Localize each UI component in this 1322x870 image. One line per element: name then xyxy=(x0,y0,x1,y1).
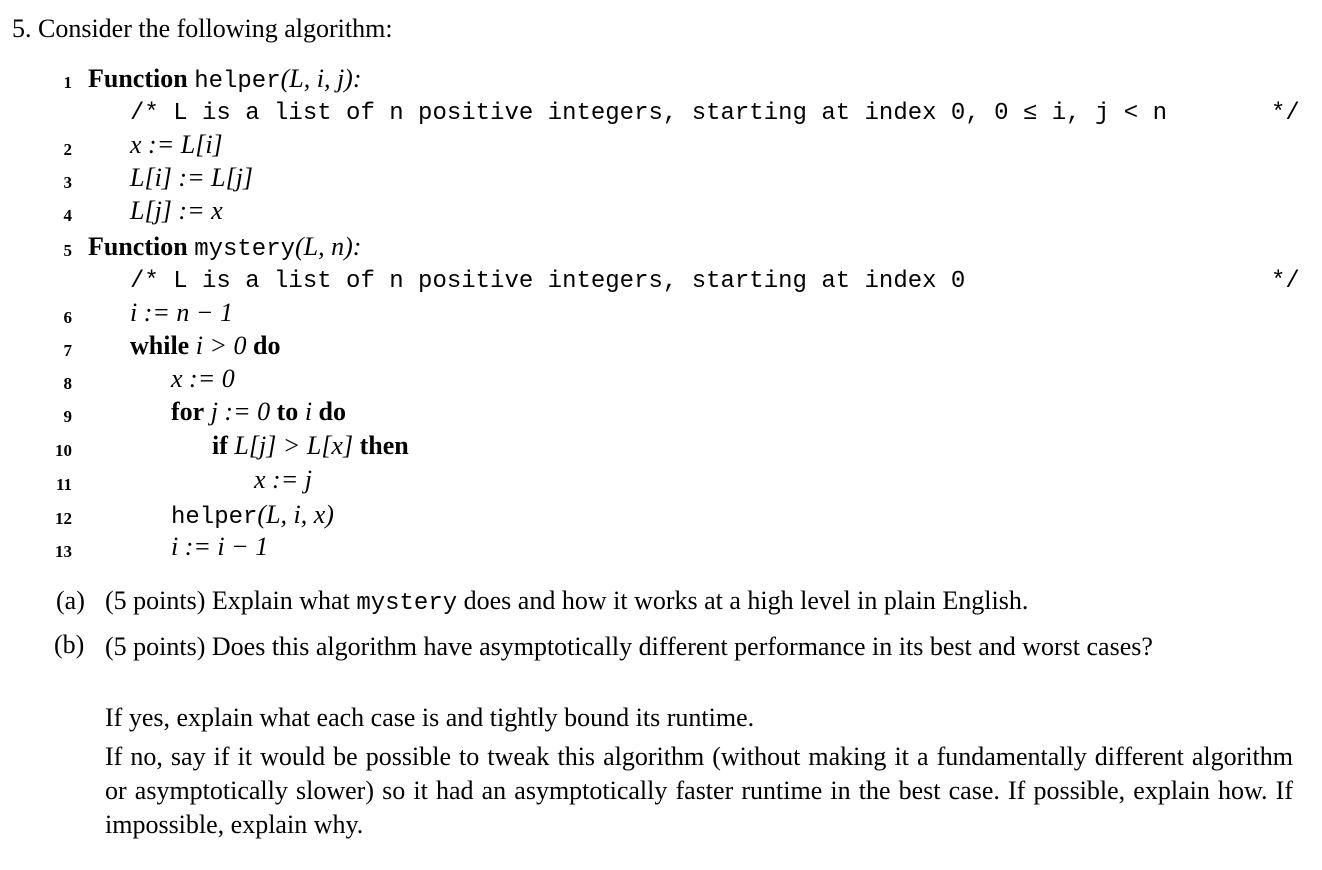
line-number: 11 xyxy=(55,475,72,494)
for-keyword: for xyxy=(171,397,205,426)
code-line-7 xyxy=(130,331,280,361)
code-line-12 xyxy=(171,500,334,531)
part-b-paragraph-1 xyxy=(105,630,1293,664)
function-params: (L, i, j): xyxy=(280,64,362,93)
part-a-label: (a) xyxy=(56,586,85,615)
loop-init: j := 0 xyxy=(210,397,271,426)
line-number: 9 xyxy=(63,407,72,426)
line-number: 1 xyxy=(63,73,72,92)
loop-bound: i xyxy=(304,397,313,426)
line-number: 5 xyxy=(63,241,72,260)
part-b-question: Does this algorithm have asymptotically different performance in its best and worst cases? xyxy=(211,632,1153,661)
line-number: 4 xyxy=(63,206,72,225)
function-keyword: Function xyxy=(88,232,188,261)
function-keyword: Function xyxy=(88,64,188,93)
do-keyword: do xyxy=(318,397,347,426)
code-line-8: x := 0 xyxy=(171,364,235,393)
line-number: 2 xyxy=(63,140,72,159)
question-header xyxy=(12,14,393,44)
part-b-paragraph-2: If yes, explain what each case is and tightly bound its runtime. xyxy=(105,703,755,732)
while-keyword: while xyxy=(130,331,190,360)
to-keyword: to xyxy=(276,397,299,426)
if-keyword: if xyxy=(212,431,228,460)
part-a-text xyxy=(105,586,1028,617)
helper-call-args: (L, i, x) xyxy=(257,500,334,529)
part-b-points: (5 points) xyxy=(105,632,206,661)
mystery-signature xyxy=(88,232,361,263)
line-number: 12 xyxy=(55,509,72,528)
code-line-13: i := i − 1 xyxy=(171,532,269,561)
part-b-paragraph-3: If no, say if it would be possible to tweak this algorithm (without making it a fundamentally different algorithm or asymptotically slower) so it had an asymptotically faster runtime in the best case. If possible, explain how. If impossible, explain why. xyxy=(105,742,1293,839)
code-line-6: i := n − 1 xyxy=(130,298,233,327)
part-a-points: (5 points) xyxy=(105,586,206,615)
code-line-11: x := j xyxy=(254,465,312,494)
if-condition: L[j] > L[x] xyxy=(234,431,354,460)
line-number: 13 xyxy=(55,542,72,561)
question-prompt: Consider the following algorithm: xyxy=(38,14,393,43)
code-line-9 xyxy=(171,397,346,427)
line-number: 7 xyxy=(63,341,72,360)
then-keyword: then xyxy=(359,431,409,460)
code-line-10 xyxy=(212,431,409,461)
question-number: 5. xyxy=(12,14,32,43)
code-line-3: L[i] := L[j] xyxy=(130,163,254,192)
line-number: 8 xyxy=(63,374,72,393)
loop-condition: i > 0 xyxy=(195,331,247,360)
part-a-text-after: does and how it works at a high level in plain English. xyxy=(463,586,1029,615)
function-name: mystery xyxy=(194,236,296,263)
helper-call-name: helper xyxy=(171,504,258,531)
part-a-code: mystery xyxy=(356,590,458,617)
helper-comment-end: */ xyxy=(1271,100,1300,127)
code-line-4: L[j] := x xyxy=(130,196,223,225)
line-number: 10 xyxy=(55,441,72,460)
part-a-text-before: Explain what xyxy=(211,586,350,615)
do-keyword: do xyxy=(253,331,281,360)
helper-signature xyxy=(88,64,362,95)
line-number: 3 xyxy=(63,173,72,192)
function-params: (L, n): xyxy=(295,232,362,261)
mystery-comment: /* L is a list of n positive integers, starting at index 0 xyxy=(130,268,966,295)
part-b-label: (b) xyxy=(54,630,85,659)
helper-comment: /* L is a list of n positive integers, starting at index 0, 0 ≤ i, j < n xyxy=(130,100,1167,127)
code-line-2: x := L[i] xyxy=(130,130,223,159)
line-number: 6 xyxy=(63,308,72,327)
function-name: helper xyxy=(194,68,281,95)
mystery-comment-end: */ xyxy=(1271,268,1300,295)
